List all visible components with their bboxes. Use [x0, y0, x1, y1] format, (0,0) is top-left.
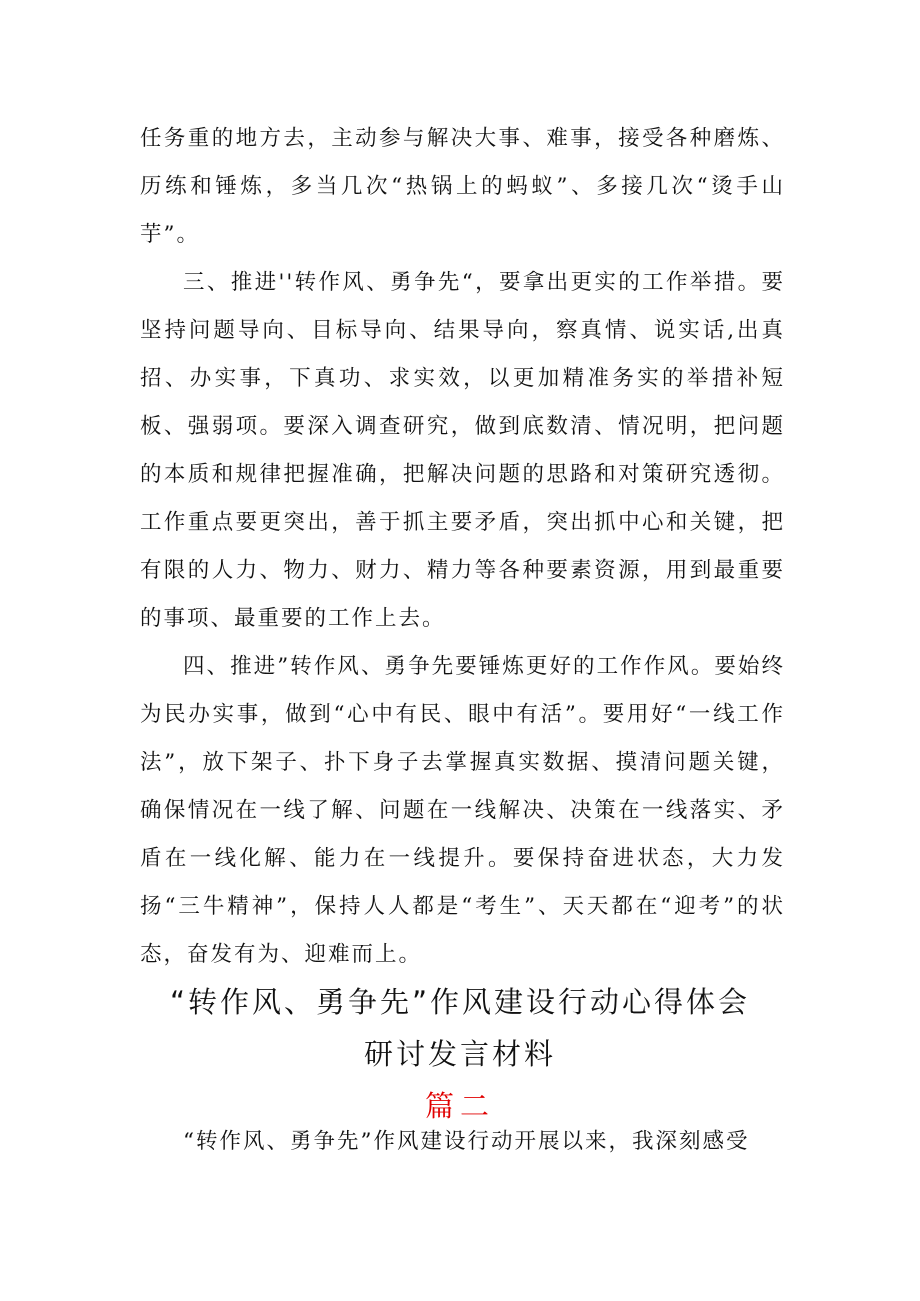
paragraph-point-four: 四、推进”转作风、勇争先要锤炼更好的工作作风。要始终为民办实事，做到“心中有民、眼中有活”。要用好“一线工作法”，放下架子、扑下身子去掌握真实数据、摸清问题关键，确保情况在一线了解、问题在一线解决、决策在一线落实、矛盾在一线化解、能力在一线提升。要保持奋进状态，大力发扬“三牛精神”，保持人人都是“考生”、天天都在“迎考”的状态，奋发有为、迎难而上。 [140, 654, 785, 967]
document-title-line-2: 研讨发言材料 [363, 1037, 556, 1071]
paragraph-point-three: 三、推进''转作风、勇争先“，要拿出更实的工作举措。要坚持问题导向、目标导向、结果导向，察真情、说实话,出真招、办实事，下真功、求实效，以更加精准务实的举措补短板、强弱项。要深入调查研究，做到底数清、情况明，把问题的本质和规律把握准确，把解决问题的思路和对策研究透彻。工作重点要更突出，善于抓主要矛盾，突出抓中心和关键，把有限的人力、物力、财力、精力等各种要素资源，用到最重要的事项、最重要的工作上去。 [140, 270, 785, 631]
section-heading: 篇二 [424, 1089, 495, 1123]
paragraph-continuation: 任务重的地方去，主动参与解决大事、难事，接受各种磨炼、历练和锤炼，多当几次“热锅上的蚂蚁”、多接几次“烫手山芋”。 [140, 126, 785, 247]
document-title-block [0, 976, 920, 1132]
document-title-line-1: “转作风、勇争先”作风建设行动心得体会 [169, 985, 751, 1019]
paragraph-intro: “转作风、勇争先”作风建设行动开展以来，我深刻感受 [183, 1129, 750, 1154]
